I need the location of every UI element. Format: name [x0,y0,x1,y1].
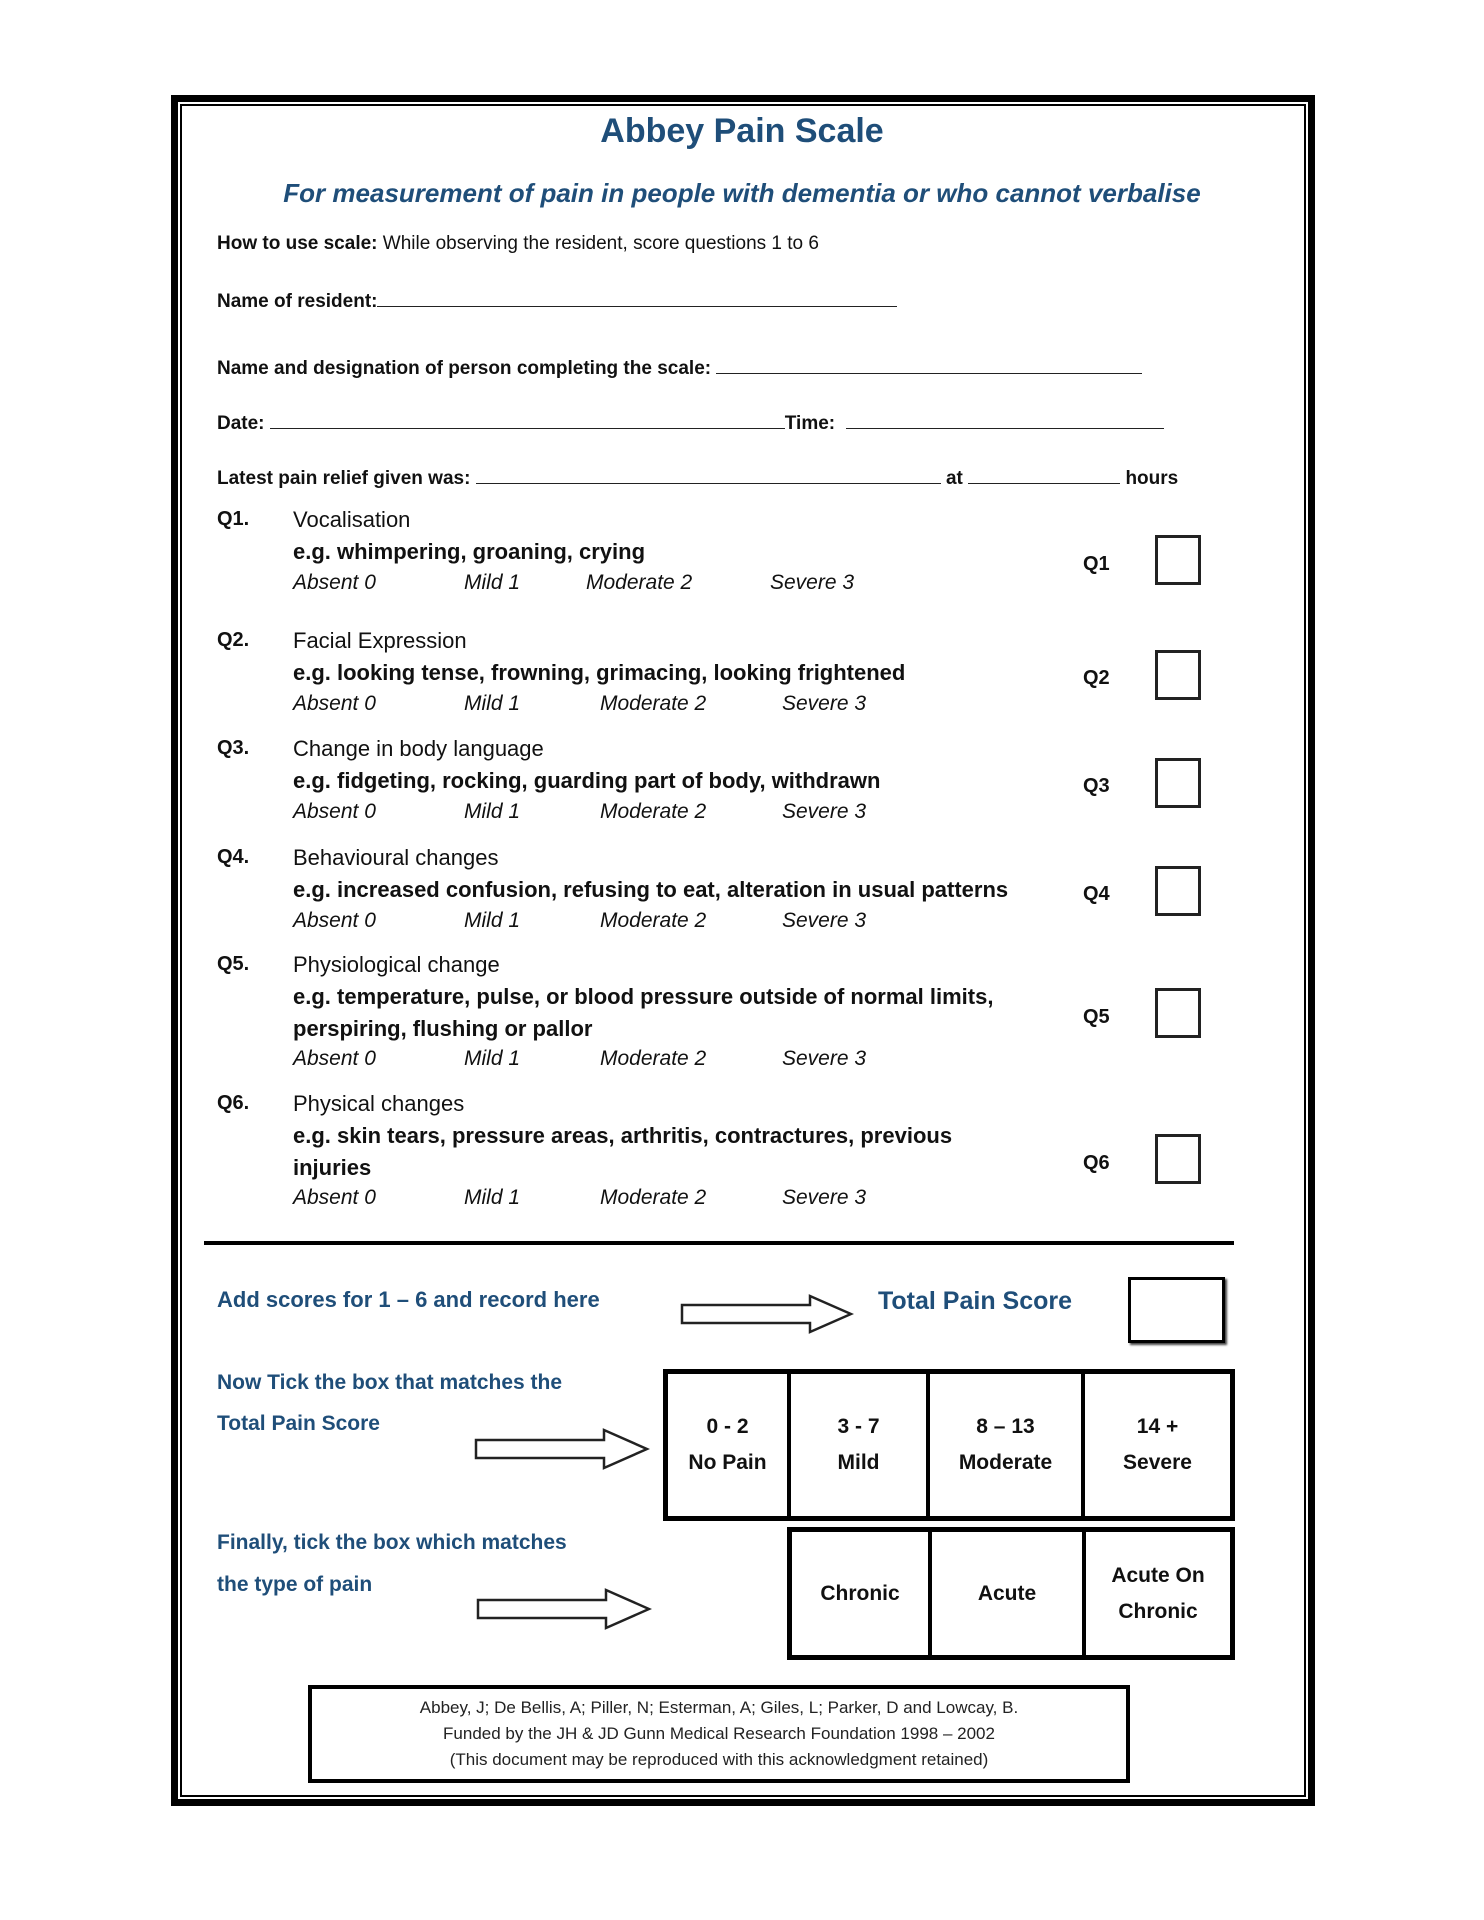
q3-option-moderate: Moderate 2 [600,800,707,823]
q5-number: Q5. [217,953,250,975]
pain-type-label: Acute [977,1581,1037,1605]
q1-option-moderate: Moderate 2 [586,571,693,594]
date-field[interactable] [270,410,785,429]
page-subtitle: For measurement of pain in people with dementia or who cannot verbalise [283,178,1201,208]
pain-relief-at-label: at [945,468,963,489]
score-range-instruction-1: Now Tick the box that matches the [217,1371,563,1394]
citation-box [308,1685,1130,1783]
q2-option-absent: Absent 0 [293,692,376,715]
q6-score-label: Q6 [1083,1152,1110,1174]
pain-type-instruction-1: Finally, tick the box which matches [217,1531,567,1554]
q4-option-absent: Absent 0 [293,909,376,932]
q4-example: e.g. increased confusion, refusing to eat, alteration in usual patterns [293,877,1009,902]
q5-title: Physiological change [293,952,500,977]
score-range-mild[interactable] [791,1374,930,1516]
resident-name-field[interactable] [377,288,897,307]
q1-score-label: Q1 [1083,553,1110,575]
pain-type-label-line2: Chronic [1118,1599,1198,1623]
citation-funding: Funded by the JH & JD Gunn Medical Research Foundation 1998 – 2002 [443,1724,995,1743]
q2-option-moderate: Moderate 2 [600,692,707,715]
total-pain-score-box[interactable] [1128,1277,1225,1343]
score-range-instruction-2: Total Pain Score [217,1412,380,1435]
q1-score-box[interactable] [1155,535,1201,585]
q5-option-moderate: Moderate 2 [600,1047,707,1070]
q3-title: Change in body language [293,736,544,761]
q4-option-moderate: Moderate 2 [600,909,707,932]
q3-option-severe: Severe 3 [782,800,867,823]
completer-field[interactable] [716,355,1142,374]
pain-type-chronic[interactable] [792,1532,932,1655]
score-range-table [663,1369,1235,1521]
q5-score-box[interactable] [1155,988,1201,1038]
q1-option-mild: Mild 1 [464,571,521,594]
q2-number: Q2. [217,629,250,651]
completer-label: Name and designation of person completing the scale: [217,358,712,379]
pain-relief-field[interactable] [476,465,941,484]
how-to-use [217,233,819,255]
q1-option-absent: Absent 0 [293,571,376,594]
q5-example-line2: perspiring, flushing or pallor [293,1016,593,1041]
q6-option-severe: Severe 3 [782,1186,867,1209]
q4-title: Behavioural changes [293,845,499,870]
score-range-value: 0 - 2 [706,1415,749,1438]
q2-example: e.g. looking tense, frowning, grimacing, looking frightened [293,660,906,685]
pain-type-label-line1: Acute On [1111,1563,1205,1587]
q4-score-box[interactable] [1155,866,1201,916]
q5-example-line1: e.g. temperature, pulse, or blood pressure outside of normal limits, [293,984,994,1009]
resident-name-label: Name of resident: [217,291,378,312]
pain-type-label: Chronic [820,1581,900,1605]
date-label: Date: [217,413,265,434]
resident-name-row [217,288,897,313]
score-range-value: 8 – 13 [976,1415,1035,1438]
q6-title: Physical changes [293,1091,465,1116]
completer-row [217,355,1142,380]
score-range-severe[interactable] [1085,1374,1230,1516]
time-label: Time: [784,413,836,434]
q3-score-box[interactable] [1155,758,1201,808]
q3-example: e.g. fidgeting, rocking, guarding part of body, withdrawn [293,768,881,793]
q1-number: Q1. [217,508,250,530]
arrow-right-icon [474,1428,650,1470]
q3-number: Q3. [217,737,250,759]
q6-option-mild: Mild 1 [464,1186,521,1209]
q4-option-severe: Severe 3 [782,909,867,932]
score-range-label: Moderate [958,1451,1053,1474]
page-title: Abbey Pain Scale [600,112,884,150]
total-pain-score-label: Total Pain Score [878,1287,1073,1315]
q5-option-absent: Absent 0 [293,1047,376,1070]
citation-authors: Abbey, J; De Bellis, A; Piller, N; Esterman, A; Giles, L; Parker, D and Lowcay, B. [419,1698,1019,1717]
q3-score-label: Q3 [1083,775,1110,797]
q4-number: Q4. [217,846,250,868]
arrow-right-icon [680,1294,854,1334]
q6-option-absent: Absent 0 [293,1186,376,1209]
pain-relief-at-field[interactable] [968,465,1120,484]
q4-option-mild: Mild 1 [464,909,521,932]
arrow-right-icon [476,1588,652,1630]
pain-relief-label: Latest pain relief given was: [217,468,471,489]
q2-option-mild: Mild 1 [464,692,521,715]
q5-option-severe: Severe 3 [782,1047,867,1070]
q4-score-label: Q4 [1083,883,1110,905]
pain-type-acute[interactable] [932,1532,1086,1655]
pain-type-instruction-2: the type of pain [217,1573,373,1596]
q2-option-severe: Severe 3 [782,692,867,715]
time-field[interactable] [846,410,1164,429]
pain-relief-row [217,465,1178,490]
score-range-moderate[interactable] [930,1374,1085,1516]
q5-option-mild: Mild 1 [464,1047,521,1070]
q6-example-line2: injuries [293,1155,372,1180]
pain-type-table [787,1527,1235,1660]
score-range-label: Mild [837,1451,880,1474]
q6-number: Q6. [217,1092,250,1114]
q2-title: Facial Expression [293,628,467,653]
q3-option-absent: Absent 0 [293,800,376,823]
score-range-label: Severe [1123,1451,1192,1474]
q2-score-box[interactable] [1155,650,1201,700]
q5-score-label: Q5 [1083,1006,1110,1028]
citation-reproduction-note: (This document may be reproduced with this acknowledgment retained) [449,1750,989,1769]
score-range-label: No Pain [688,1451,767,1474]
q1-option-severe: Severe 3 [770,571,855,594]
score-range-value: 3 - 7 [837,1415,880,1438]
how-to-label: How to use scale: [217,233,378,254]
how-to-text: While observing the resident, score questions 1 to 6 [377,233,819,254]
hours-label: hours [1125,468,1179,489]
section-divider [204,1241,1234,1245]
q1-example: e.g. whimpering, groaning, crying [293,539,646,564]
q6-score-box[interactable] [1155,1134,1201,1184]
q6-example-line1: e.g. skin tears, pressure areas, arthritis, contractures, previous [293,1123,953,1148]
add-scores-instruction: Add scores for 1 – 6 and record here [217,1287,600,1312]
q3-option-mild: Mild 1 [464,800,521,823]
score-range-value: 14 + [1136,1415,1179,1438]
q1-title: Vocalisation [293,507,411,532]
pain-type-acute-on-chronic[interactable] [1086,1532,1230,1655]
date-time-row [217,410,1164,435]
score-range-no-pain[interactable] [668,1374,791,1516]
q6-option-moderate: Moderate 2 [600,1186,707,1209]
q2-score-label: Q2 [1083,667,1110,689]
